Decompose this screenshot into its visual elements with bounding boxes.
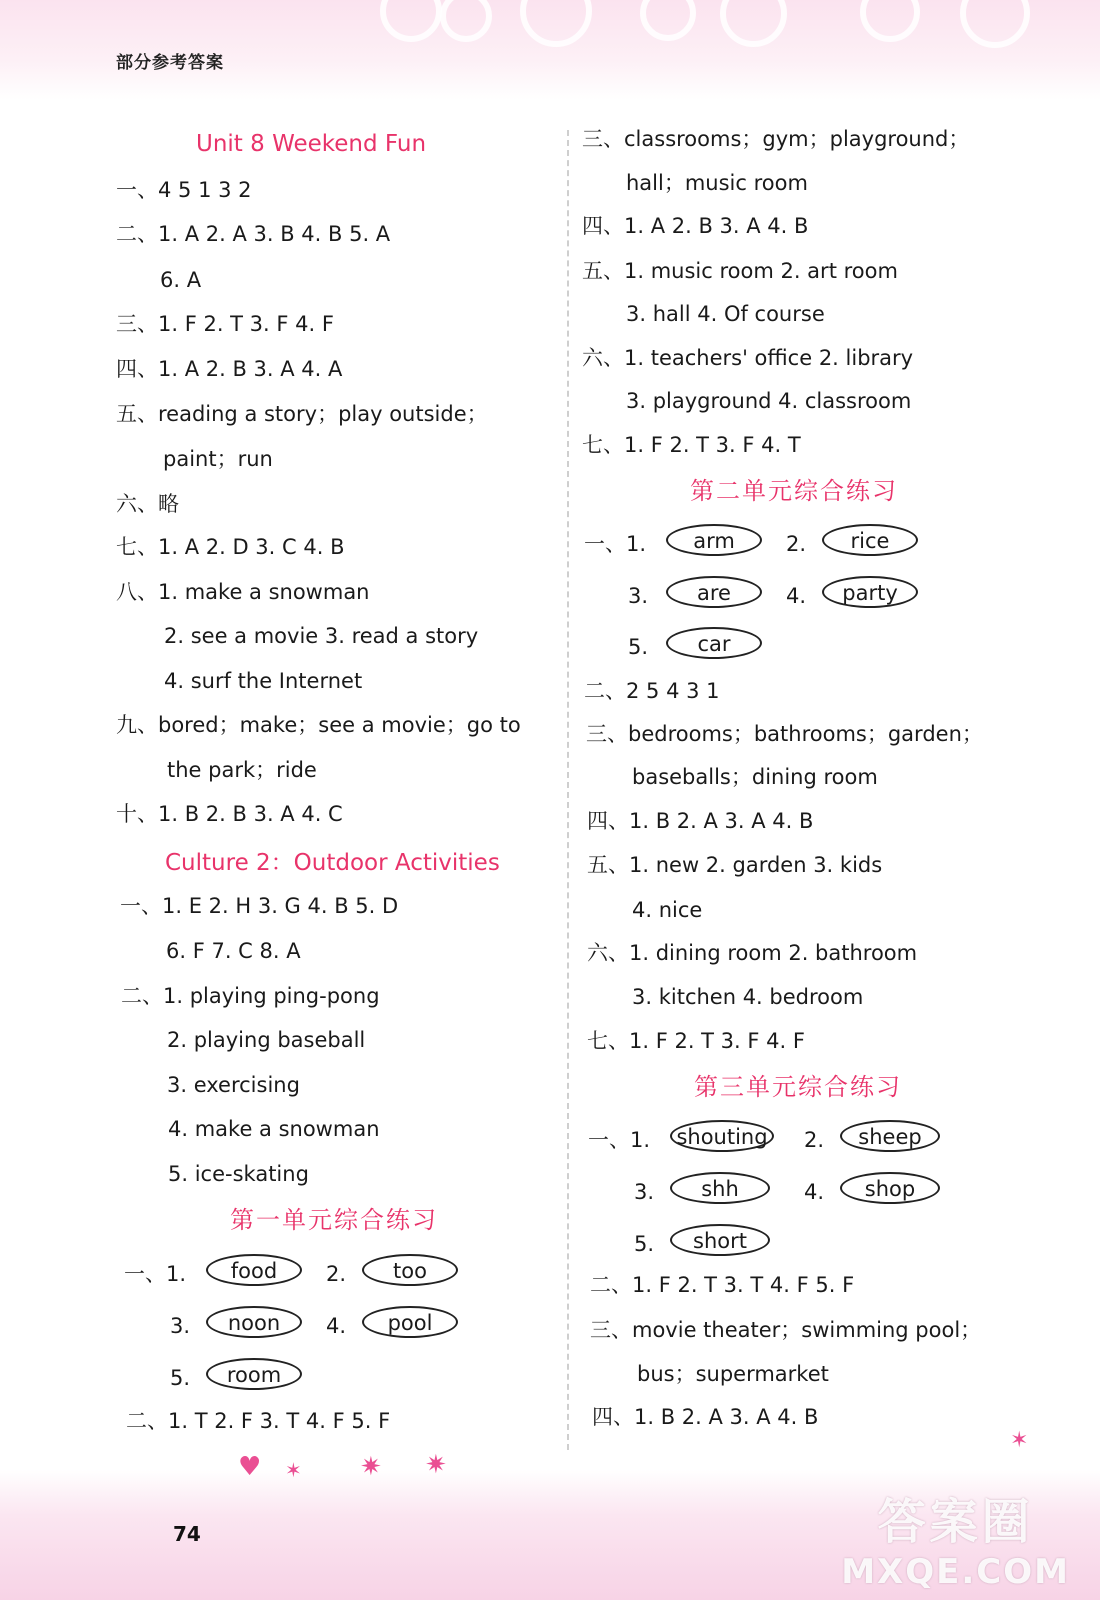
star-icon: ✷ [360, 1452, 382, 1482]
answer-line: 五、reading a story；play outside； [116, 402, 488, 426]
question-number: 3. [628, 584, 649, 608]
circled-word: short [670, 1224, 770, 1256]
circled-answers-row [584, 524, 1054, 564]
question-number: 3. [170, 1314, 191, 1338]
question-number: 4. [786, 584, 807, 608]
answer-line: 四、1. B 2. A 3. A 4. B [587, 809, 814, 833]
answer-line: 3. playground 4. classroom [626, 389, 912, 413]
answer-line: 2. see a movie 3. read a story [164, 624, 479, 648]
answer-line: 四、1. A 2. B 3. A 4. B [582, 214, 809, 238]
answer-line: 4. nice [632, 898, 703, 922]
circled-answers-row [588, 1172, 1058, 1212]
circled-word: sheep [840, 1120, 940, 1152]
circled-word: car [666, 627, 762, 659]
page-number: 74 [173, 1522, 201, 1546]
circled-answers-row [124, 1254, 554, 1294]
column-divider [567, 130, 569, 1450]
answer-line: 4. make a snowman [168, 1117, 380, 1141]
watermark-url: MXQE.COM [841, 1552, 1070, 1592]
question-number: 4. [326, 1314, 347, 1338]
circled-word: food [206, 1254, 302, 1286]
unit8-title: Unit 8 Weekend Fun [196, 131, 427, 157]
answer-line: 六、1. teachers' office 2. library [582, 346, 914, 370]
star-icon: ✷ [425, 1450, 447, 1480]
answer-line: hall；music room [626, 171, 808, 195]
watermark-logo [841, 1483, 1070, 1592]
answer-line: 三、1. F 2. T 3. F 4. F [116, 312, 334, 336]
answer-line: 四、1. A 2. B 3. A 4. A [116, 357, 343, 381]
heart-icon: ♥ [238, 1452, 262, 1482]
answer-line: 九、bored；make；see a movie；go to [116, 713, 521, 737]
circled-answers-row [124, 1306, 554, 1346]
answer-line: paint；run [163, 447, 273, 471]
question-number: 5. [628, 635, 649, 659]
review3-title: 第三单元综合练习 [694, 1073, 902, 1101]
answer-line: 6. F 7. C 8. A [166, 939, 301, 963]
question-number: 2. [786, 532, 807, 556]
answer-line: 二、1. T 2. F 3. T 4. F 5. F [126, 1409, 391, 1433]
answer-line: 六、1. dining room 2. bathroom [587, 941, 918, 965]
question-number: 2. [804, 1128, 825, 1152]
circled-word: shouting [670, 1120, 774, 1152]
circled-word: pool [362, 1306, 458, 1338]
answer-line: 3. exercising [167, 1073, 300, 1097]
review1-title: 第一单元综合练习 [230, 1206, 438, 1234]
answer-line: 3. hall 4. Of course [626, 302, 825, 326]
circled-answers-row [584, 627, 1054, 667]
star-icon: ✶ [1010, 1428, 1029, 1453]
answer-line: 五、1. music room 2. art room [582, 259, 898, 283]
circled-answers-row [588, 1224, 1058, 1264]
question-number: 4. [804, 1180, 825, 1204]
circled-word: noon [206, 1306, 302, 1338]
question-number: 一、1. [588, 1128, 651, 1152]
review2-title: 第二单元综合练习 [690, 477, 898, 505]
answer-line: bus；supermarket [637, 1362, 829, 1386]
question-number: 5. [634, 1232, 655, 1256]
circled-word: are [666, 576, 762, 608]
answer-line: 4. surf the Internet [164, 669, 363, 693]
culture2-title: Culture 2：Outdoor Activities [165, 850, 500, 876]
watermark-text: 答案圈 [877, 1494, 1034, 1550]
answer-line: 十、1. B 2. B 3. A 4. C [116, 802, 343, 826]
circled-word: room [206, 1358, 302, 1390]
answer-line: 八、1. make a snowman [116, 580, 370, 604]
answer-line: 七、1. F 2. T 3. F 4. F [587, 1029, 805, 1053]
answer-line: 6. A [160, 268, 202, 292]
answer-line: 3. kitchen 4. bedroom [632, 985, 864, 1009]
question-number: 5. [170, 1366, 191, 1390]
answer-line: baseballs；dining room [632, 765, 878, 789]
answer-line: 二、1. F 2. T 3. T 4. F 5. F [590, 1273, 855, 1297]
circled-answers-row [124, 1358, 554, 1398]
star-icon: ✶ [285, 1458, 302, 1482]
question-number: 一、1. [584, 532, 647, 556]
answer-line: 四、1. B 2. A 3. A 4. B [592, 1405, 819, 1429]
answer-line: 5. ice-skating [168, 1162, 309, 1186]
question-number: 3. [634, 1180, 655, 1204]
answer-line: 二、1. A 2. A 3. B 4. B 5. A [116, 222, 391, 246]
answer-line: 六、略 [116, 492, 179, 516]
circled-word: party [822, 576, 918, 608]
answer-line: 二、2 5 4 3 1 [584, 679, 720, 703]
answer-line: 2. playing baseball [167, 1028, 366, 1052]
section-label: 部分参考答案 [116, 53, 224, 73]
answer-line: 三、classrooms；gym；playground； [582, 127, 970, 151]
answer-line: 一、1. E 2. H 3. G 4. B 5. D [120, 894, 399, 918]
question-number: 2. [326, 1262, 347, 1286]
answer-line: 一、4 5 1 3 2 [116, 178, 252, 202]
answer-line: 五、1. new 2. garden 3. kids [587, 853, 883, 877]
question-number: 一、1. [124, 1262, 187, 1286]
circled-word: shh [670, 1172, 770, 1204]
answer-line: 二、1. playing ping-pong [121, 984, 380, 1008]
answer-line: 三、movie theater；swimming pool； [590, 1318, 982, 1342]
circled-word: rice [822, 524, 918, 556]
answer-line: 三、bedrooms；bathrooms；garden； [586, 722, 983, 746]
circled-word: shop [840, 1172, 940, 1204]
answer-line: 七、1. F 2. T 3. F 4. T [582, 433, 801, 457]
circled-word: too [362, 1254, 458, 1286]
answer-line: the park；ride [167, 758, 317, 782]
circled-word: arm [666, 524, 762, 556]
circled-answers-row [584, 576, 1054, 616]
answer-line: 七、1. A 2. D 3. C 4. B [116, 535, 345, 559]
circled-answers-row [588, 1120, 1058, 1160]
